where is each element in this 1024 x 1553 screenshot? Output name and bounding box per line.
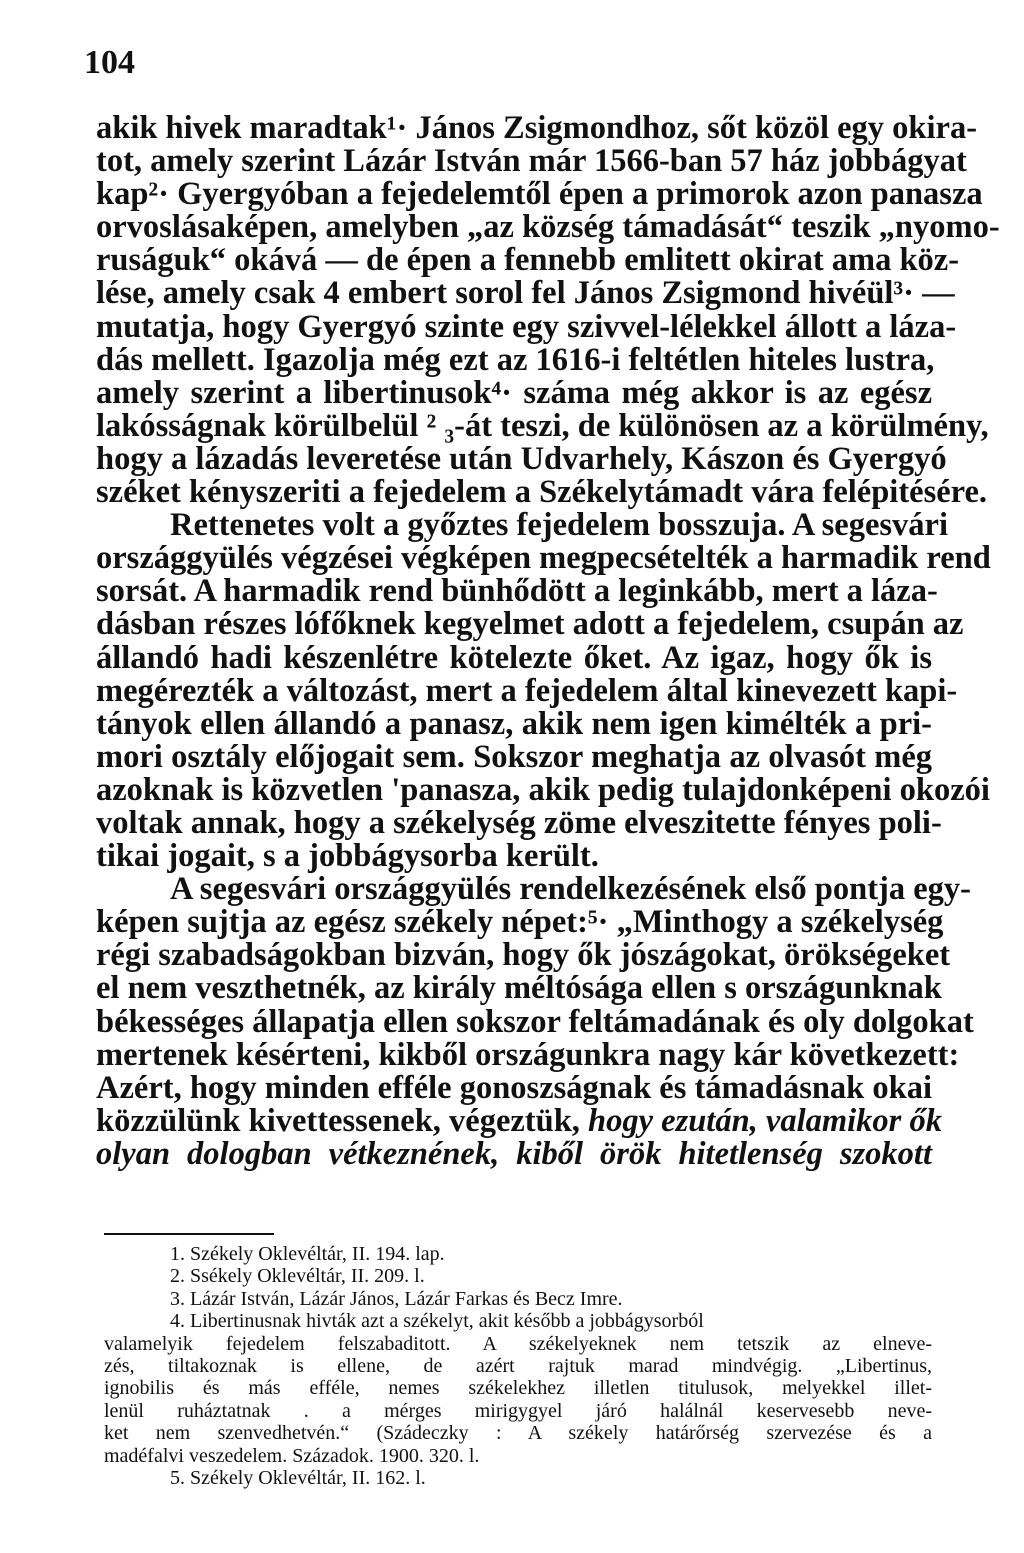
body-line	[96, 804, 942, 841]
body-line	[96, 1102, 942, 1139]
body-line	[96, 738, 932, 775]
footnote-line: lenül ruháztatnak . a mérges mirigygyel járó halálnál keservesebb neve-	[104, 1399, 932, 1422]
body-line-text: Azért, hogy minden efféle gonoszságnak és támadásnak okai	[96, 1069, 932, 1106]
body-line	[96, 606, 964, 643]
body-line-text: lése, amely csak 4 embert sorol fel János Zsigmond hivéül³· —	[96, 275, 955, 312]
body-line-italic: hogy ezután, valamikor ők	[588, 1102, 942, 1139]
footnote-separator	[104, 1233, 274, 1235]
footnotes	[104, 1243, 932, 1489]
body-line	[96, 705, 932, 742]
body-line-text: közzülünk kivettessenek, végeztük,	[96, 1102, 589, 1139]
body-line-text: tikai jogait, s a jobbágysorba került.	[96, 838, 599, 875]
footnote-line: 1. Székely Oklevéltár, II. 194. lap.	[170, 1243, 445, 1265]
body-line	[96, 275, 955, 312]
footnote-line: 3. Lázár István, Lázár János, Lázár Farkas és Becz Imre.	[170, 1287, 623, 1310]
footnote-line: madéfalvi veszedelem. Századok. 1900. 320. l.	[104, 1444, 480, 1467]
body-line-text: békességes állapatja ellen sokszor feltámadának és oly dolgokat	[96, 1003, 974, 1040]
body-line-text: voltak annak, hogy a székelység zöme elveszitette fényes poli-	[96, 804, 942, 841]
body-line-text: mutatja, hogy Gyergyó szinte egy szivvel-lélekkel állott a láza-	[96, 308, 957, 345]
body-line-text: országgyülés végzései végképen megpecsételték a harmadik rend	[96, 540, 991, 577]
body-line-text: A segesvári országgyülés rendelkezésének első pontja egy-	[170, 871, 971, 908]
body-line-text: megérezték a változást, mert a fejedelem által kinevezett kapi-	[96, 672, 958, 709]
body-line	[96, 937, 951, 974]
body-line	[96, 1135, 932, 1172]
body-line-text: el nem veszthetnék, az király méltósága ellen s országunknak	[96, 970, 942, 1007]
footnote-line: zés, tiltakoznak is ellene, de azért rajtuk marad mindvégig. „Libertinus,	[104, 1354, 932, 1377]
footnote-line: 2. Ssékely Oklevéltár, II. 209. l.	[170, 1265, 425, 1288]
footnote-line: ket nem szenvedhetvén.“ (Szádeczky : A székely határőrség szervezése és a	[104, 1422, 932, 1445]
body-line-text: tányok ellen állandó a panasz, akik nem igen kimélték a pri-	[96, 705, 932, 742]
body-line	[96, 341, 935, 378]
body-line-text: széket kényszeriti a fejedelem a Székelytámadt vára felépitésére.	[96, 474, 988, 511]
body-line	[96, 639, 932, 676]
body-line	[96, 871, 971, 908]
body-line-text: régi szabadságokban bizván, hogy ők jószágokat, örökségeket	[96, 937, 951, 974]
body-line-text: orvoslásaképen, amelyben „az község támadását“ teszik „nyomo-	[96, 209, 1000, 246]
body-line-text: tot, amely szerint Lázár István már 1566-ban 57 ház jobbágyat	[96, 143, 967, 180]
footnote-line: 4. Libertinusnak hivták azt a székelyt, akit később a jobbágysorból	[170, 1310, 704, 1333]
body-line-text: mori osztály előjogait sem. Sokszor meghatja az olvasót még	[96, 738, 932, 775]
body-line	[96, 771, 990, 808]
body-line-text: kap²· Gyergyóban a fejedelemtől épen a primorok azon panasza	[96, 176, 983, 213]
body-line-text: Rettenetes volt a győztes fejedelem bosszuja. A segesvári	[170, 507, 948, 544]
body-text	[96, 110, 1000, 1172]
body-line	[96, 176, 983, 213]
body-line	[96, 110, 978, 146]
body-line-text: amely szerint a libertinusok⁴· száma még akkor is az egész	[96, 374, 932, 411]
body-line-italic: olyan dologban vétkeznének, kiből örök hitetlenség szokott	[96, 1135, 932, 1172]
footnote-line: ignobilis és más efféle, nemes székelekhez illetlen titulusok, melyekkel illet-	[104, 1377, 932, 1400]
body-line	[96, 507, 948, 544]
body-line	[96, 1036, 960, 1073]
body-line	[96, 840, 932, 873]
body-line-text: állandó hadi készenlétre kötelezte őket. Az igaz, hogy ők is	[96, 639, 932, 676]
body-line	[96, 474, 988, 511]
body-line-text: mertenek késérteni, kikből országunkra nagy kár következett:	[96, 1036, 960, 1073]
body-line	[96, 209, 1000, 246]
body-line	[96, 1003, 974, 1040]
body-line	[96, 407, 989, 444]
body-line-text: dásban részes lófőknek kegyelmet adott a fejedelem, csupán az	[96, 606, 964, 643]
body-line-text: dás mellett. Igazolja még ezt az 1616-i feltétlen hiteles lustra,	[96, 341, 935, 378]
body-line-text: hogy a lázadás leveretése után Udvarhely, Kászon és Gyergyó	[96, 440, 947, 477]
body-line	[96, 143, 967, 180]
footnote-line: 5. Székely Oklevéltár, II. 162. l.	[170, 1466, 426, 1489]
body-line	[96, 440, 947, 477]
body-line-text: akik hivek maradtak¹· János Zsigmondhoz, sőt közöl egy okira-	[96, 110, 978, 146]
body-line	[96, 970, 942, 1007]
body-line	[96, 672, 958, 709]
body-line	[96, 308, 957, 345]
body-line	[96, 242, 960, 279]
body-line-text: sorsát. A harmadik rend bünhődött a leginkább, mert a láza-	[96, 573, 938, 610]
body-line	[96, 374, 932, 411]
body-line	[96, 573, 938, 610]
body-line	[96, 904, 944, 941]
body-line	[96, 1069, 932, 1106]
body-line-text: azoknak is közvetlen 'panasza, akik pedig tulajdonképeni okozói	[96, 771, 990, 808]
body-line-text: lakósságnak körülbelül ² ₃-át teszi, de különösen az a körülmény,	[96, 407, 989, 444]
body-line-text: képen sujtja az egész székely népet:⁵· „Minthogy a székelység	[96, 904, 944, 941]
page-number: 104	[84, 44, 135, 81]
body-line	[96, 540, 991, 577]
body-line-text: ruságuk“ okává — de épen a fennebb emlitett okirat ama köz-	[96, 242, 960, 279]
footnote-line: valamelyik fejedelem felszabaditott. A székelyeknek nem tetszik az elneve-	[104, 1332, 932, 1355]
